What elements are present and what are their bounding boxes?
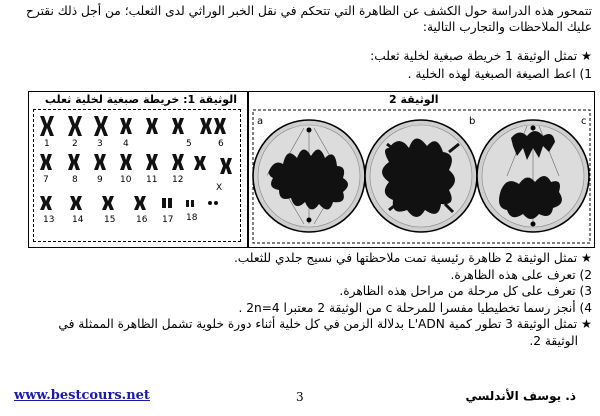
chromosome-label-9: 9 bbox=[97, 175, 103, 185]
chromosome-label-11: 11 bbox=[146, 175, 158, 185]
bullet-star-icon: ★ bbox=[577, 49, 592, 63]
doc3-description-text: تمثل الوثيقة 3 تطور كمية L'ADN بدلالة الزمن في كل خلية أثناء دورة خلوية تشمل الظاهرة الممثلة في bbox=[58, 317, 578, 331]
question-2: 2) تعرف على هذه الظاهرة. bbox=[450, 267, 592, 282]
chromosome-label-10: 10 bbox=[120, 175, 132, 185]
bullet-star-icon: ★ bbox=[577, 317, 592, 331]
cell-a-metaphase bbox=[253, 116, 365, 232]
doc2-description bbox=[8, 250, 592, 267]
chromosome-label-5: 5 bbox=[186, 139, 192, 149]
intro-line-2: عليك الملاحظات والتجارب التالية: bbox=[422, 20, 592, 34]
figure-documents-1-2 bbox=[28, 91, 595, 248]
chromosome-label-17: 17 bbox=[162, 215, 174, 225]
website-link[interactable]: www.bestcours.net bbox=[14, 388, 150, 403]
chromosome-label-7: 7 bbox=[43, 175, 49, 185]
author-name: ذ. يوسف الأندلسي bbox=[465, 389, 576, 403]
chromosome-label-4: 4 bbox=[123, 139, 129, 149]
cell-label-a: a bbox=[257, 116, 264, 127]
chromosome-pairs bbox=[40, 116, 232, 210]
chromosome-label-13: 13 bbox=[43, 215, 55, 225]
chromosome-label-16: 16 bbox=[136, 215, 148, 225]
chromosome-label-12: 12 bbox=[172, 175, 184, 185]
doc3-description bbox=[8, 316, 592, 333]
question-4: 4) أنجز رسما تخطيطيا مفسرا للمرحلة c من الوثيقة 2 معتبرا 2n=4 . bbox=[238, 300, 592, 315]
chromosome-label-2: 2 bbox=[72, 139, 78, 149]
page-number: 3 bbox=[296, 390, 304, 404]
question-1: 1) اعط الصيغة الصبغية لهذه الخلية . bbox=[407, 67, 592, 81]
document-1-title: الوثيقة 1: خريطة صبغية لخلية ثعلب bbox=[44, 93, 237, 106]
doc1-description-text: تمثل الوثيقة 1 خريطة صبغية لخلية ثعلب: bbox=[370, 49, 578, 63]
document-2-panel bbox=[247, 92, 596, 247]
cell-b-prophase bbox=[365, 116, 477, 232]
chromosome-label-15: 15 bbox=[104, 215, 116, 225]
document-1-panel bbox=[29, 92, 243, 247]
chromosome-label-1: 1 bbox=[44, 139, 50, 149]
chromosome-label-18: 18 bbox=[186, 213, 198, 223]
document-2-title: الوثيقة 2 bbox=[389, 93, 439, 106]
cell-c-anaphase bbox=[477, 116, 589, 232]
cell-label-b: b bbox=[469, 116, 476, 127]
doc2-description-text: تمثل الوثيقة 2 ظاهرة رئيسية تمت ملاحظتها في نسيج جلدي للثعلب. bbox=[233, 251, 578, 265]
cell-label-c: c bbox=[581, 116, 587, 127]
intro-line-1: تتمحور هذه الدراسة حول الكشف عن الظاهرة التي تتحكم في نقل الخبر الوراثي لدى الثعلب؛ من أجل ذلك نقترح bbox=[26, 4, 592, 18]
chromosome-label-6: 6 bbox=[218, 139, 224, 149]
karyotype-box bbox=[33, 109, 241, 242]
question-3: 3) تعرف على كل مرحلة من مراحل هذه الظاهرة. bbox=[339, 284, 592, 298]
questions-list bbox=[8, 250, 592, 349]
chromosome-label-14: 14 bbox=[72, 215, 84, 225]
doc3-description-cont: الوثيقة 2. bbox=[529, 333, 578, 348]
mitosis-cells-drawing bbox=[249, 92, 594, 247]
chromosome-label-x: X bbox=[216, 183, 223, 193]
karyotype-number-labels bbox=[43, 139, 224, 225]
bullet-star-icon: ★ bbox=[577, 251, 592, 265]
chromosome-label-8: 8 bbox=[72, 175, 78, 185]
chromosome-label-3: 3 bbox=[97, 139, 103, 149]
karyotype-drawing bbox=[34, 110, 240, 241]
doc1-description bbox=[8, 48, 592, 64]
